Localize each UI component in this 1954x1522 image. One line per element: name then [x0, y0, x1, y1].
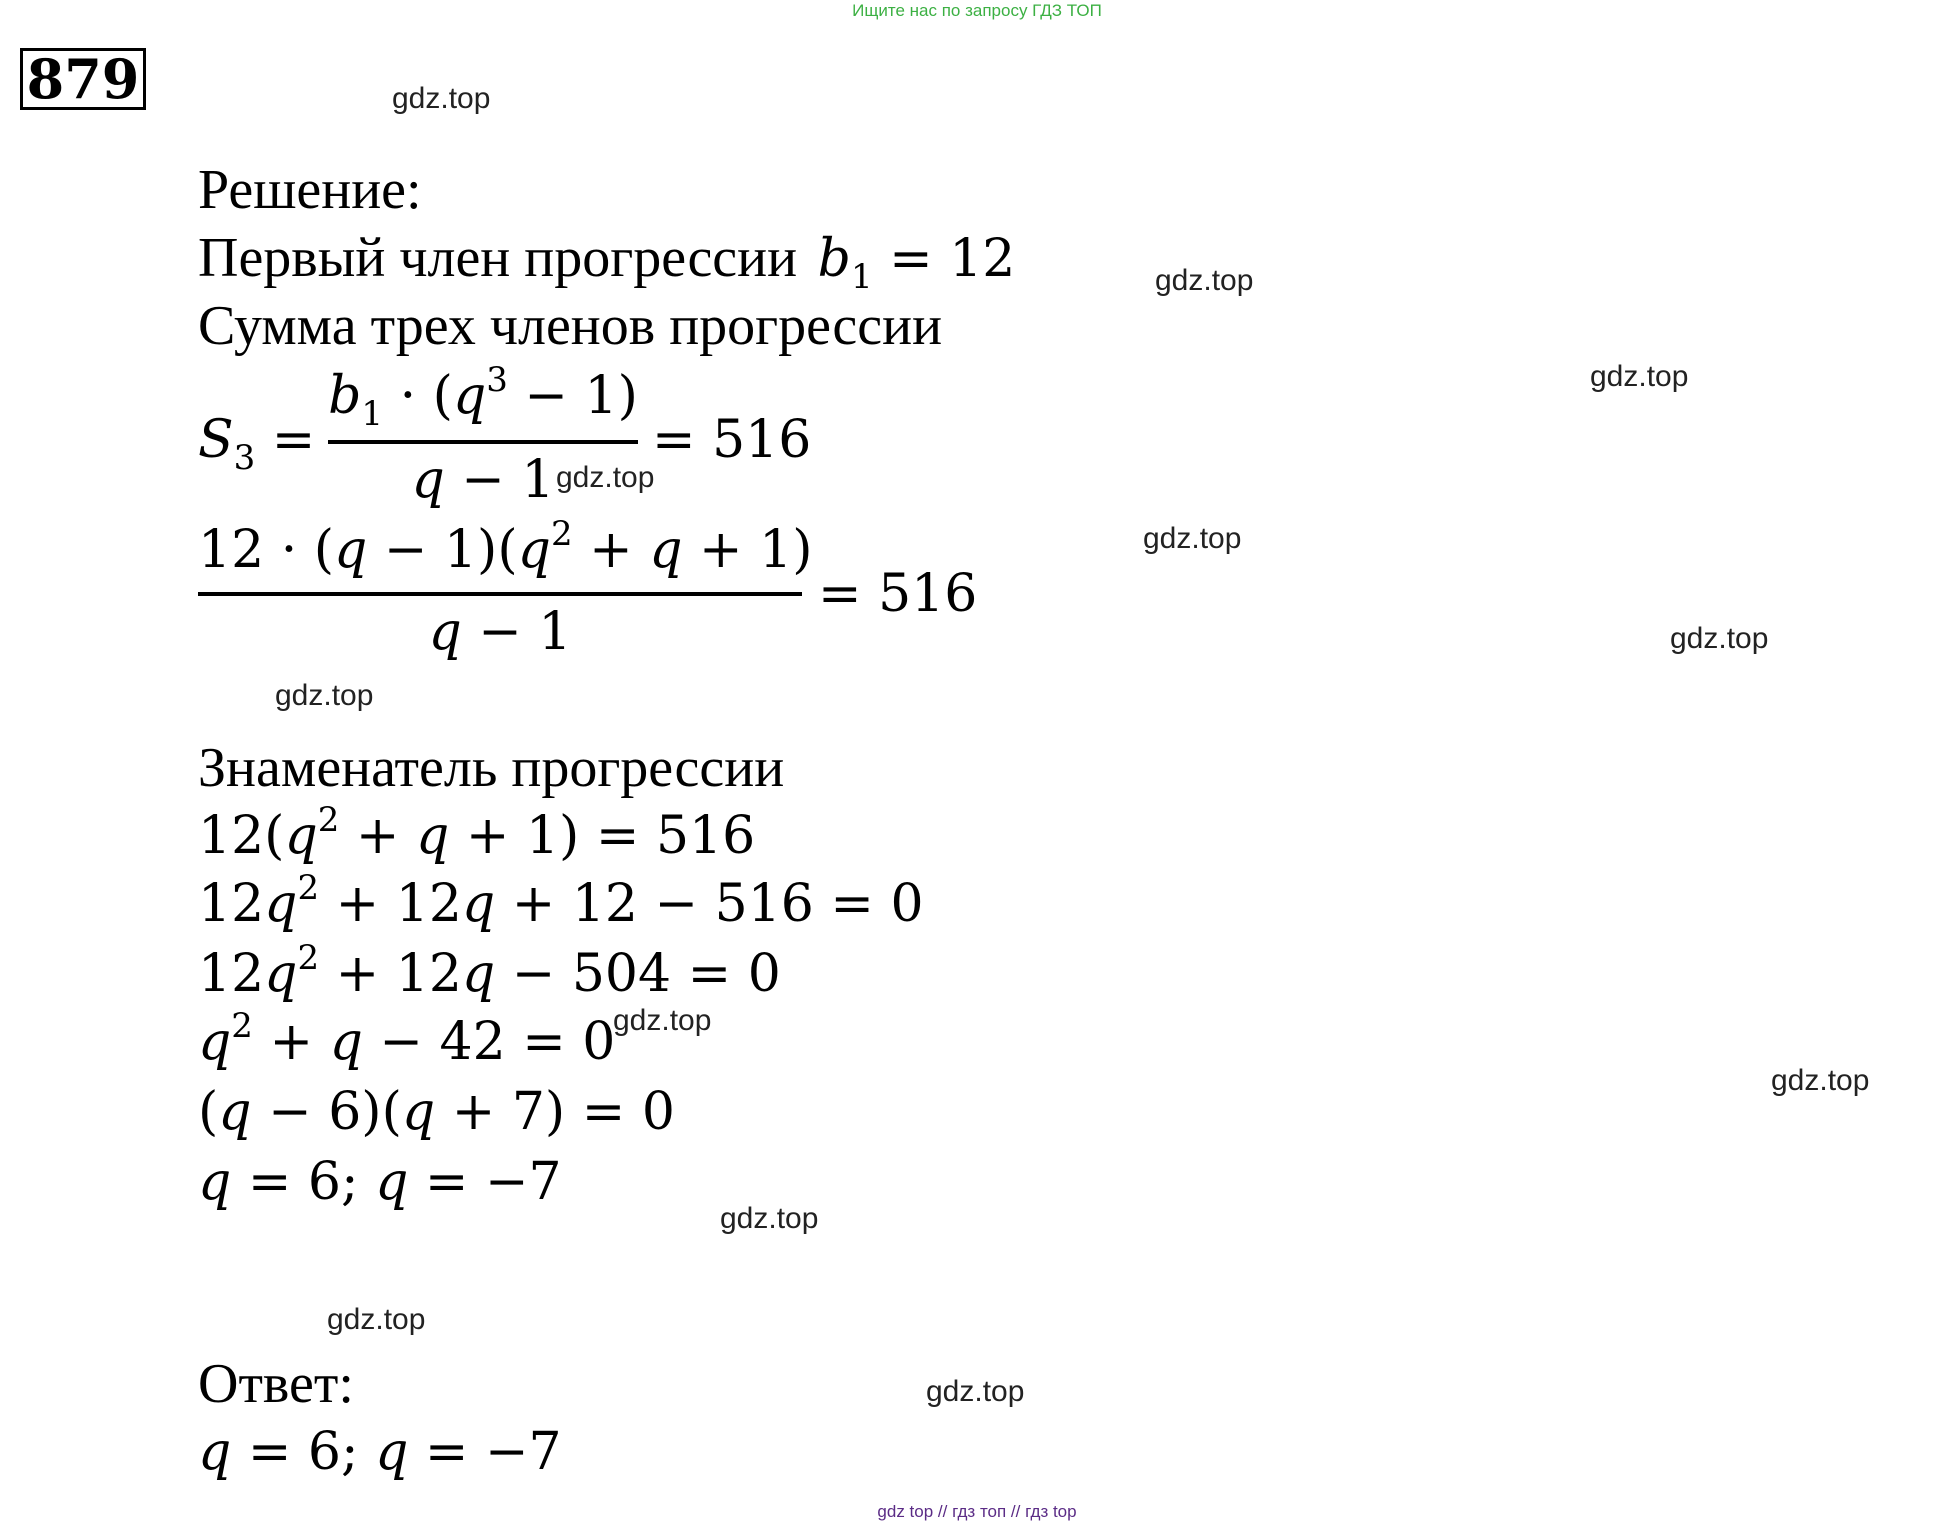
- equation-line-1: $12(q^2 + q + 1) = 516$: [198, 800, 756, 866]
- equation-line-2: $12q^2 + 12q + 12 - 516 = 0$: [198, 868, 924, 934]
- fraction-bar: [198, 592, 802, 596]
- s3-denominator: q − 1: [411, 450, 555, 510]
- factored-numerator: $12 \cdot (q - 1)(q^2 + q + 1)$: [198, 514, 813, 580]
- watermark: gdz.top: [1143, 522, 1242, 555]
- answer-value: q = 6; q = −7: [198, 1422, 562, 1482]
- first-term-line: [198, 227, 1016, 297]
- watermark: gdz.top: [1590, 360, 1689, 393]
- equation-line-4: $q^2 + q - 42 = 0$: [198, 1006, 616, 1072]
- s3-result: = 516: [652, 410, 812, 470]
- watermark: gdz.top: [327, 1303, 426, 1336]
- ratio-label: Знаменатель прогрессии: [198, 737, 785, 799]
- factored-denominator: q − 1: [428, 602, 572, 662]
- s3-lhs: $S_3$ =: [198, 410, 316, 478]
- equation-line-5: (q − 6)(q + 7) = 0: [198, 1082, 675, 1142]
- sum-label: Сумма трех членов прогрессии: [198, 295, 943, 357]
- watermark: gdz.top: [1771, 1064, 1870, 1097]
- watermark: gdz.top: [1155, 264, 1254, 297]
- task-number-box: 879: [20, 48, 146, 110]
- watermark: gdz.top: [556, 461, 655, 494]
- roots-line: q = 6; q = −7: [198, 1152, 562, 1212]
- watermark: gdz.top: [720, 1202, 819, 1235]
- factored-result: = 516: [818, 564, 978, 624]
- first-term-label: Первый член прогрессии: [198, 227, 798, 289]
- first-term-formula: $b_1 = 12$: [817, 229, 1016, 297]
- solution-label: Решение:: [198, 159, 422, 221]
- watermark: gdz.top: [613, 1004, 712, 1037]
- watermark: gdz.top: [392, 82, 491, 115]
- equation-line-3: $12q^2 + 12q - 504 = 0$: [198, 938, 781, 1004]
- watermark: gdz.top: [275, 679, 374, 712]
- fraction-bar: [328, 440, 638, 444]
- s3-numerator: $b_1 \cdot (q^3 - 1)$: [328, 360, 638, 434]
- answer-label: Ответ:: [198, 1353, 354, 1415]
- top-note: Ищите нас по запросу ГДЗ ТОП: [852, 1, 1102, 20]
- watermark: gdz.top: [926, 1375, 1025, 1408]
- footer-links: gdz top // гдз топ // гдз top: [877, 1502, 1077, 1521]
- watermark: gdz.top: [1670, 622, 1769, 655]
